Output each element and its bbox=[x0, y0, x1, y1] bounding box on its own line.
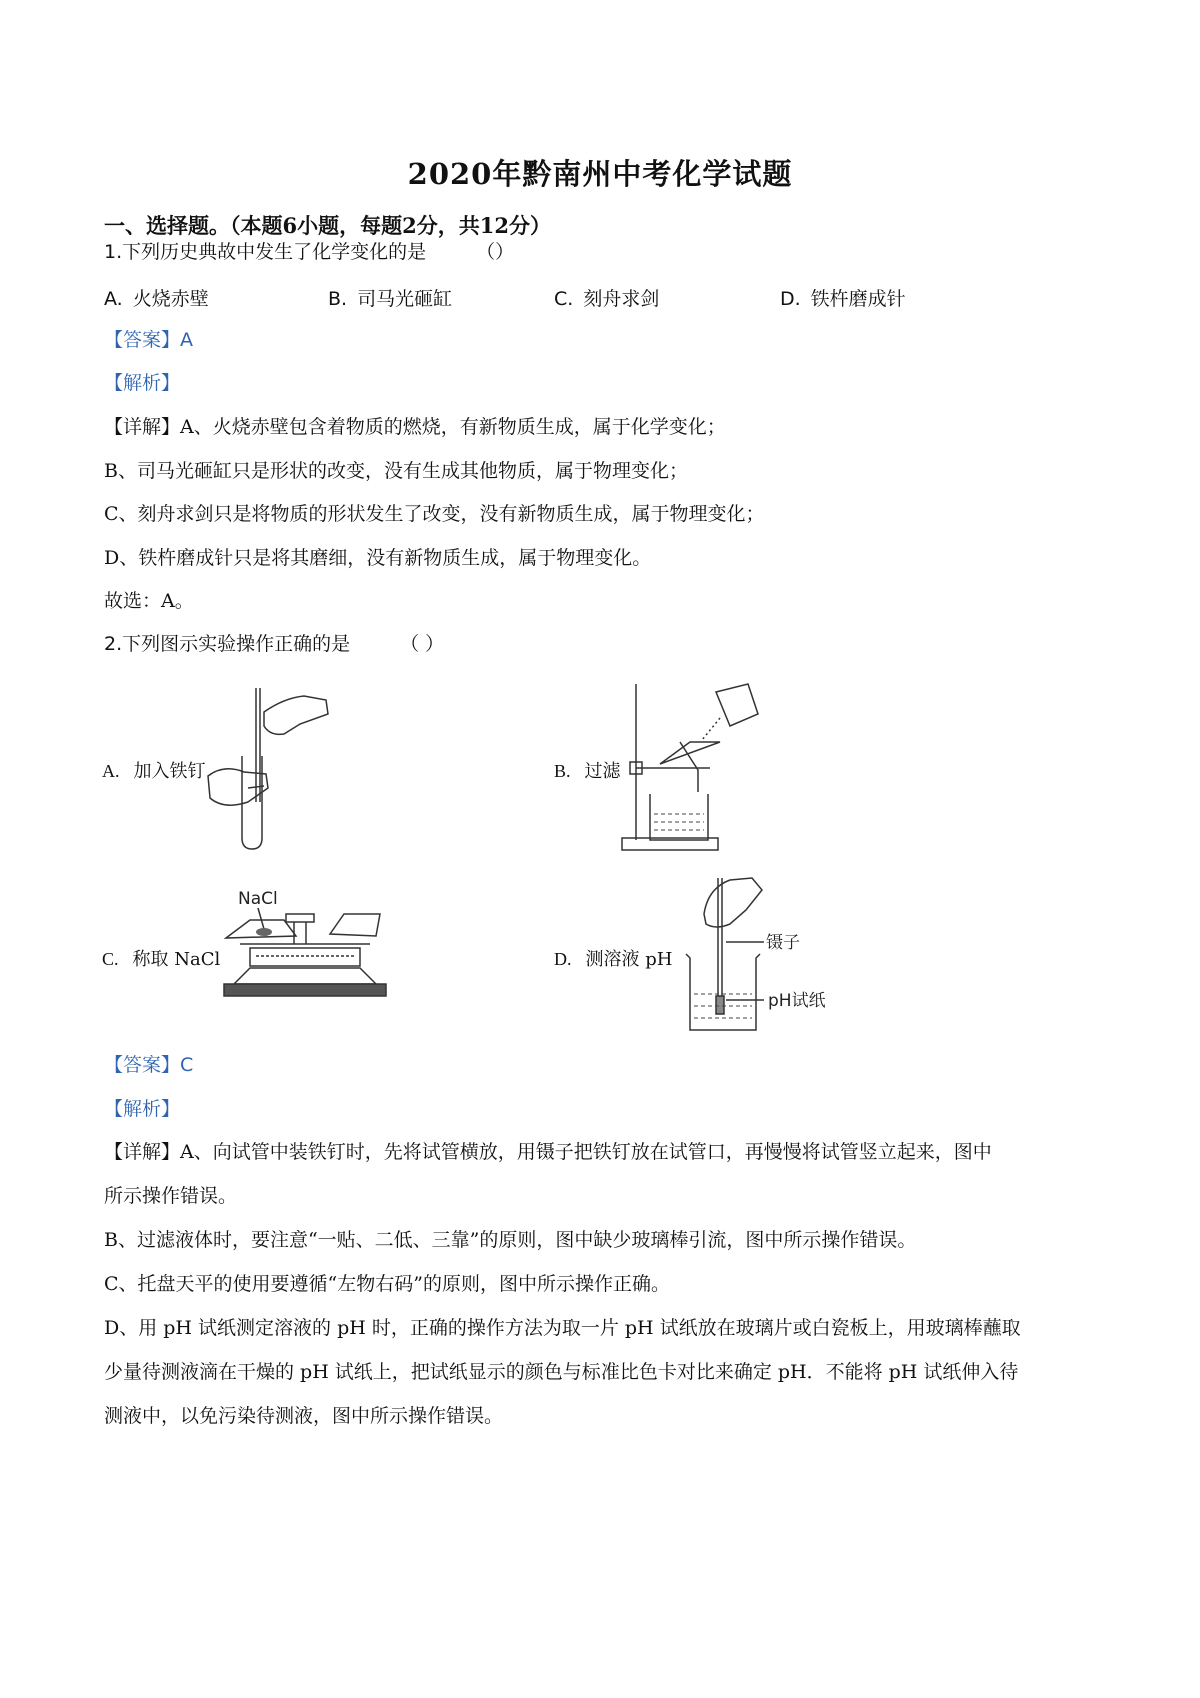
section-heading: 一、选择题。（本题6小题，每题2分，共12分） bbox=[104, 213, 551, 238]
q1-stem-line bbox=[104, 240, 514, 264]
q2-detail-line: 所示操作错误。 bbox=[104, 1185, 238, 1207]
q1-paren: （） bbox=[476, 241, 515, 263]
q1-answer: 【答案】A bbox=[104, 329, 194, 351]
balance-figure bbox=[220, 884, 390, 1024]
q2-detail-line: 少量待测液滴在干燥的 pH 试纸上，把试纸显示的颜色与标准比色卡对比来确定 pH．不能将 pH 试纸伸入待 bbox=[104, 1361, 1019, 1383]
test-tube-figure bbox=[204, 684, 334, 854]
q2-paren: （ ） bbox=[400, 633, 445, 655]
q1-stem: 1.下列历史典故中发生了化学变化的是 bbox=[104, 241, 427, 263]
q2-option-c: C. 称取 NaCl bbox=[102, 949, 221, 970]
q2-option-a: A. 加入铁钉 bbox=[102, 761, 206, 782]
q1-option-d: D. 铁杵磨成针 bbox=[780, 288, 906, 310]
figure-label-tweezers: 镊子 bbox=[766, 933, 800, 953]
ph-test-figure bbox=[680, 874, 850, 1036]
q2-detail-line: B、过滤液体时，要注意“一贴、二低、三靠”的原则，图中缺少玻璃棒引流，图中所示操作错误。 bbox=[104, 1229, 917, 1251]
figure-label-nacl: NaCl bbox=[238, 889, 278, 909]
q1-option-b: B. 司马光砸缸 bbox=[328, 288, 453, 310]
q1-detail-line: 故选：A。 bbox=[104, 590, 194, 612]
filtration-figure bbox=[620, 680, 770, 855]
q2-stem: 2.下列图示实验操作正确的是 bbox=[104, 633, 351, 655]
q1-option-a: A. 火烧赤壁 bbox=[104, 288, 209, 310]
q1-detail-line: 【详解】A、火烧赤壁包含着物质的燃烧，有新物质生成，属于化学变化； bbox=[104, 416, 726, 438]
q1-option-c: C. 刻舟求剑 bbox=[554, 288, 660, 310]
q2-option-d: D. 测溶液 pH bbox=[554, 949, 673, 970]
q1-detail-line: B、司马光砸缸只是形状的改变，没有生成其他物质，属于物理变化； bbox=[104, 460, 688, 482]
page-title: 2020年黔南州中考化学试题 bbox=[407, 157, 793, 191]
q1-detail-line: D、铁杵磨成针只是将其磨细，没有新物质生成，属于物理变化。 bbox=[104, 547, 652, 569]
q2-detail-line: 测液中，以免污染待测液，图中所示操作错误。 bbox=[104, 1405, 504, 1427]
q2-detail-line: D、用 pH 试纸测定溶液的 pH 时，正确的操作方法为取一片 pH 试纸放在玻璃片或白瓷板上，用玻璃棒蘸取 bbox=[104, 1317, 1021, 1339]
q2-analysis-label: 【解析】 bbox=[104, 1098, 181, 1120]
q2-detail-line: C、托盘天平的使用要遵循“左物右码”的原则，图中所示操作正确。 bbox=[104, 1273, 670, 1295]
q2-answer: 【答案】C bbox=[104, 1054, 194, 1076]
figure-label-ph-paper: pH试纸 bbox=[768, 991, 826, 1011]
q2-stem-line bbox=[104, 632, 444, 656]
q1-detail-line: C、刻舟求剑只是将物质的形状发生了改变，没有新物质生成，属于物理变化； bbox=[104, 503, 765, 525]
q2-detail-line: 【详解】A、向试管中装铁钉时，先将试管横放，用镊子把铁钉放在试管口，再慢慢将试管竖立起来，图中 bbox=[104, 1141, 992, 1163]
q1-analysis-label: 【解析】 bbox=[104, 372, 181, 394]
q2-option-b: B. 过滤 bbox=[554, 761, 621, 782]
